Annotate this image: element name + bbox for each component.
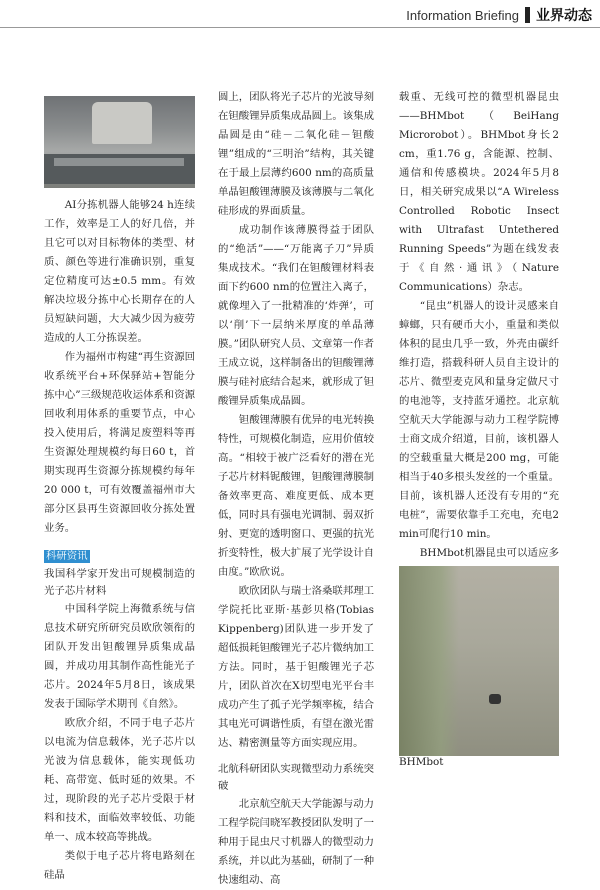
article-subheading: 我国科学家开发出可规模制造的光子芯片材料 [44, 568, 195, 597]
sorting-robot-photo [44, 96, 195, 188]
paragraph: 中国科学院上海微系统与信息技术研究所研究员欧欣领衔的团队开发出钽酸锂异质集成晶圆，并成功用其制作高性能光子芯片。2024年5月8日，该成果发表于国际学术期刊《自然》。 [44, 603, 195, 710]
paragraph: 钽酸锂薄膜有优异的电光转换特性，可规模化制造，应用价值较高。“相较于被广泛看好的潜在光子芯片材料铌酸锂，钽酸锂薄膜制备效率更高、难度更低、成本更低，同时具有强电光调制、弱双折射、更宽的透明窗口、更强的抗光折变特性，极大扩展了光学设计自由度。”欧欣说。 [218, 414, 374, 578]
robot-insect-photo [399, 566, 559, 756]
paragraph: 作为福州市构建“再生资源回收系统平台+环保驿站+智能分拣中心”三级规范收运体系和资源回收利用体系的重要节点，中心投入使用后，将满足废塑料等再生资源处理规模约每日60 t，首期实现再生资源分拣规模约每年20 000 t，可有效覆盖福州市大部分区县再生资源回收分拣处置业务。 [44, 351, 195, 534]
header-divider [525, 7, 530, 23]
paragraph: 欧欣团队与瑞士洛桑联邦理工学院托比亚斯·基彭贝格(Tobias Kippenberg)团队进一步开发了超低损耗钽酸锂光子芯片微纳加工方法。同时，基于钽酸锂光子芯片，团队首次在X切型电光平台丰成功产生了孤子光学频率梳，结合其电光可调谐性质，有望在激光雷达、精密测量等方面实现应用。 [218, 585, 374, 749]
microrobot-shape [489, 694, 501, 704]
article-subheading: 北航科研团队实现微型动力系统突破 [218, 763, 374, 792]
foliage-shape [399, 566, 459, 756]
column-1 [44, 196, 195, 885]
paragraph: 成功制作该薄膜得益于团队的“绝活”——“万能离子刀”异质集成技术。“我们在钽酸锂材料表面下约600 nm的位置注入离子，就像埋入了一批精准的‘炸弹’，可以‘削’下一层纳米厚度的单晶薄膜。”团队研究人员、文章第一作者王成立说，这样制备出的钽酸锂薄膜与硅衬底结合起来，就形成了钽酸锂异质集成晶圆。 [218, 224, 374, 407]
section-header [406, 4, 592, 26]
paragraph: 欧欣介绍，不同于电子芯片以电流为信息载体，光子芯片以光波为信息载体，能实现低功耗、高带宽、低时延的效果。不过，现阶段的光子芯片受限于材料和技术，面临效率较低、功能单一、成本较高等挑战。 [44, 717, 195, 843]
header-rule [0, 27, 600, 28]
paragraph: 北京航空航天大学能源与动力工程学院闫晓军教授团队发明了一种用于昆虫尺寸机器人的微型动力系统，并以此为基础，研制了一种快速组动、高 [218, 798, 374, 886]
paragraph: BHMbot机器昆虫可以适应多 BHMbot [399, 547, 559, 768]
paragraph: 载重、无线可控的微型机器昆虫——BHMbot（BeiHang Microrobot）。BHMbot身长2 cm，重1.76 g，含能源、控制、通信和传感模块。2024年5月8日，相关研究成果以“A Wireless Controlled Robotic Insect with Ultrafast Untethered Running Speeds”为题在线发表于《自然·通讯》（Nature Communications）杂志。 [399, 91, 559, 293]
column-2 [218, 88, 374, 890]
paragraph: 圆上，团队将光子芯片的光波导刻在钽酸锂异质集成晶圆上。该集成晶圆是由“硅－二氧化硅－钽酸锂”组成的“三明治”结构，其关键在于最上层薄约600 nm的高质量单晶钽酸锂薄膜及该薄膜与二氧化硅形成的界面质量。 [218, 91, 374, 217]
conveyor-stripe-shape [54, 158, 184, 166]
header-title-en: Information Briefing [406, 7, 519, 23]
paragraph: AI分拣机器人能够24 h连续工作，效率是工人的好几倍，并且它可以对目标物体的类型、材质、颜色等进行准确识别，重复定位精度可达±0.5 mm。有效解决垃圾分拣中心长期存在的人员短缺问题，大大减少因为疲劳造成的人工分拣误差。 [44, 199, 195, 344]
paragraph: “昆虫”机器人的设计灵感来自蟑螂，只有硬币大小，重量和类似体积的昆虫几乎一致，外壳由碳纤维打造，搭载科研人员自主设计的芯片、微型麦克风和量身定做尺寸的电池等，支持蓝牙通控。北京航空航天大学能源与动力工程学院博士商文成介绍道，目前，该机器人的空载重量大概是200 mg，可能相当于40多根头发丝的一个重量。目前，该机器人还没有专用的“充电桩”，需要依靠手工充电，充电2 min可爬行10 min。 [399, 300, 559, 540]
section-tag-research: 科研资讯 [46, 550, 88, 562]
paragraph: 类似于电子芯片将电路刻在硅晶 [44, 850, 195, 881]
robot-arm-shape [92, 102, 152, 144]
header-title-cn: 业界动态 [536, 8, 592, 24]
